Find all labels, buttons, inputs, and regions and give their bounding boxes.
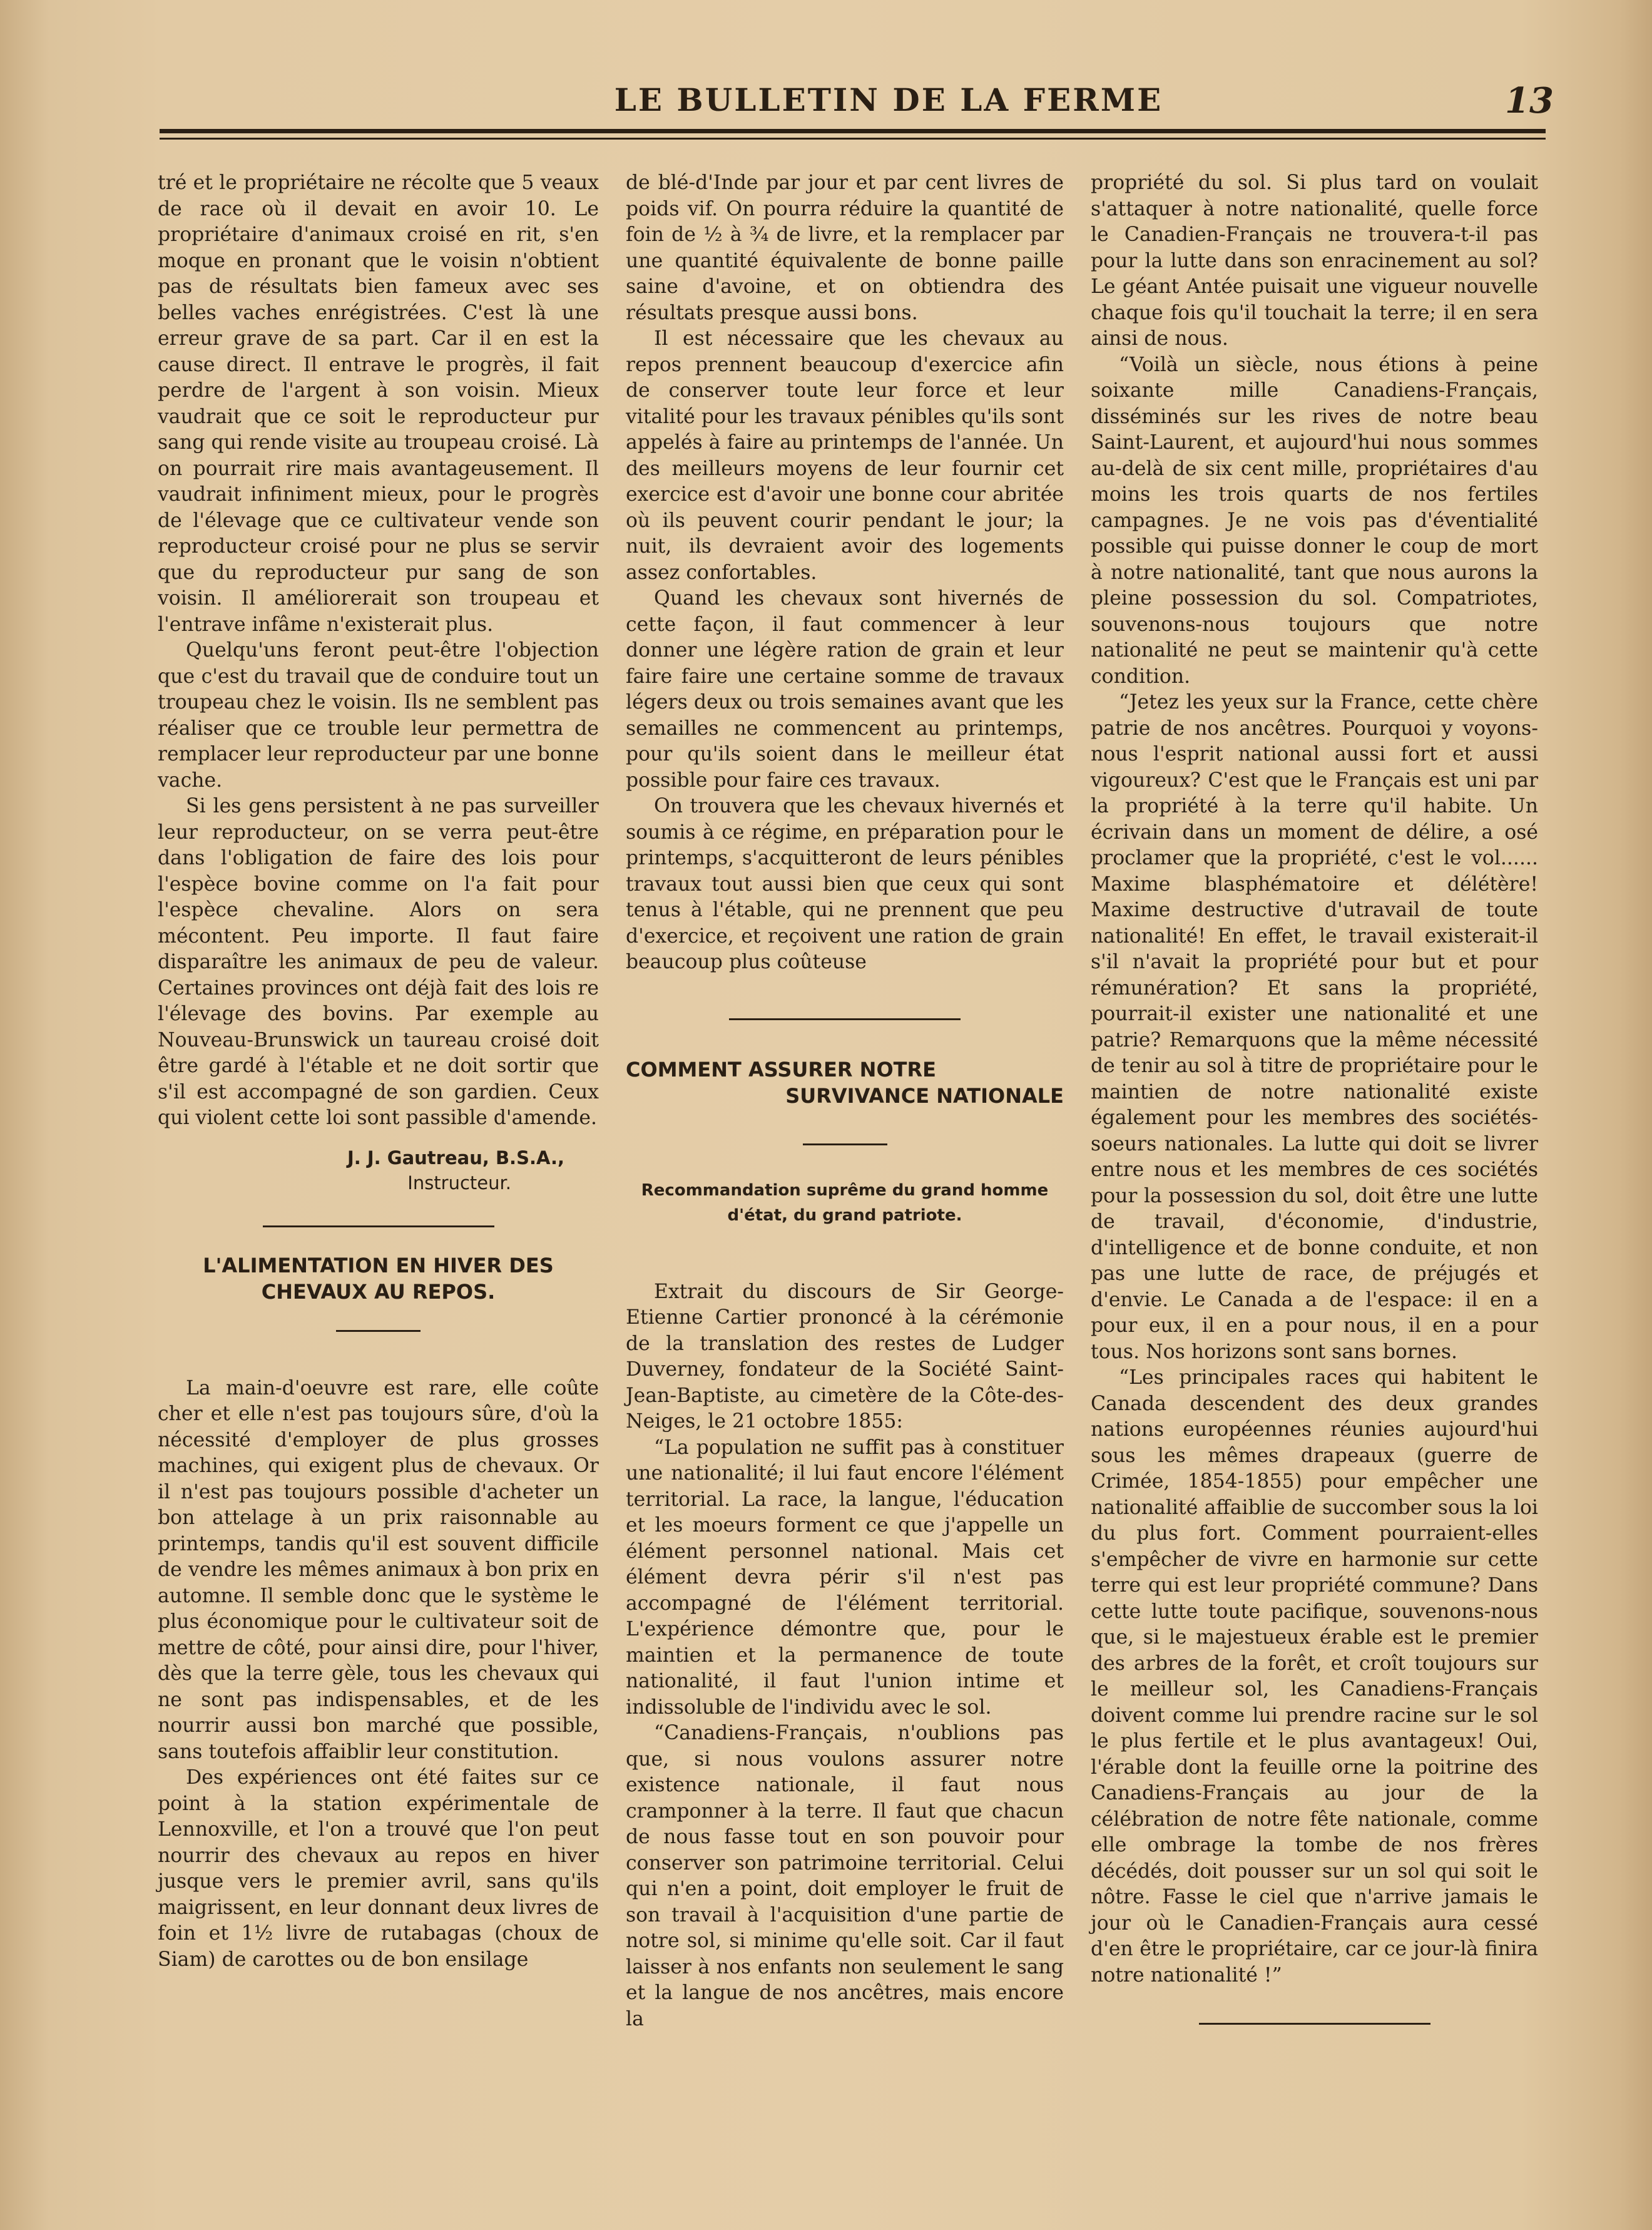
author-title: Instructeur.: [407, 1172, 511, 1194]
paragraph: Quelqu'uns feront peut-être l'objection que c'est du travail que de conduire tout un troupeau chez le voisin. Ils ne semblent pas réaliser que ce trouble leur permettra de remplacer leur reproducteur par une bonne vache.: [158, 639, 599, 792]
masthead-title: LE BULLETIN DE LA FERME: [614, 81, 1163, 118]
header-rule-thin: [160, 138, 1546, 140]
paragraph: “Les principales races qui habitent le Canada descendent des deux grandes nations européennes réunies aujourd'hui sous les mêmes drapeaux (guerre de Crimée, 1854-1855) pour empêcher une nationalité affaiblie de succomber sous la loi du plus fort. Comment pourraient-elles s'empêcher de vivre en harmonie sur cette terre qui est leur propriété commune? Dans cette lutte toute pacifique, souvenons-nous que, si le majestueux érable est le premier des arbres de la forêt, et croît toujours sur le meilleur sol, les Canadiens-Français doivent comme lui prendre racine sur le sol le plus fertile et le plus avantageux! Oui, l'érable dont la feuille orne la poitrine des Canadiens-Français au jour de la célébration de notre fête nationale, comme elle ombrage la tombe de nos frères décédés, doit pousser sur un sol qui soit le nôtre. Fasse le ciel que n'arrive jamais le jour où le Canadien-Français aura cessé d'en être le propriétaire, car ce jour-là finira notre nationalité !”: [1091, 1366, 1538, 1987]
paragraph: propriété du sol. Si plus tard on voulait s'attaquer à notre nationalité, quelle force le Canadien-Français ne trouvera-t-il pas pour la lutte dans son enracinement au sol? Le géant Antée puisait une vigueur nouvelle chaque fois qu'il touchait la terre; il en sera ainsi de nous.: [1091, 171, 1538, 350]
paragraph: tré et le propriétaire ne récolte que 5 veaux de race où il devait en avoir 10. Le propriétaire d'animaux croisé en rit, s'en moque en pronant que le voisin n'obtient pas de résultats bien fameux avec ses belles vaches enrégistrées. C'est là une erreur grave de sa part. Car il en est la cause direct. Il entrave le progrès, il fait perdre de l'argent à son voisin. Mieux vaudrait que ce soit le reproducteur pur sang qui rende visite au troupeau croisé. Là on pourrait rire mais avantageusement. Il vaudrait infiniment mieux, pour le progrès de l'élevage que ce cultivateur vende son reproducteur croisé pour ne plus se servir que du reproducteur pur sang de son voisin. Il améliorerait son troupeau et l'entrave infâme n'existerait plus.: [158, 171, 599, 636]
header-rule-thick: [160, 129, 1546, 133]
article-subtitle: Recommandation suprême du grand homme d'état, du grand patriote.: [641, 1180, 1049, 1225]
paragraph: Extrait du discours de Sir George-Etienne Cartier prononcé à la cérémonie de la translation des restes de Ludger Duverney, fondateur de la Société Saint-Jean-Baptiste, au cimetère de la Côte-des-Neiges, le 21 octobre 1855:: [626, 1280, 1064, 1433]
paragraph: “La population ne suffit pas à constituer une nationalité; il lui faut encore l'élément territorial. La race, la langue, l'éducation et les moeurs forment ce que j'appelle un élément personnel national. Mais cet élément devra périr s'il n'est pas accompagné de l'élément territorial. L'expérience démontre que, pour le maintien et la permanence de toute nationalité, il faut l'union intime et indissoluble de l'individu avec le sol.: [626, 1436, 1064, 1719]
paragraph: “Canadiens-Français, n'oublions pas que, si nous voulons assurer notre existence nationale, il faut nous cramponner à la terre. Il faut que chacun de nous fasse tout en son pouvoir pour conserver son patrimoine territorial. Celui qui n'en a point, doit employer le fruit de son travail à l'acquisition d'une partie de notre sol, si minime qu'elle soit. Car il faut laisser à nos enfants non seulement le sang et la langue de nos ancêtres, mais encore la: [626, 1722, 1064, 2030]
paragraph: On trouvera que les chevaux hivernés et soumis à ce régime, en préparation pour le printemps, s'acquitteront de leurs pénibles travaux tout aussi bien que ceux qui sont tenus à l'étable, qui ne prennent que peu d'exercice, et reçoivent une ration de grain beaucoup plus coûteuse: [626, 795, 1064, 973]
paragraph: Il est nécessaire que les chevaux au repos prennent beaucoup d'exercice afin de conserver toute leur force et leur vitalité pour les travaux pénibles qu'ils sont appelés à faire au printemps de l'année. Un des meilleurs moyens de leur fournir cet exercice est d'avoir une bonne cour abritée où ils peuvent courir pendant le jour; la nuit, ils devraient avoir des logements assez confortables.: [626, 327, 1064, 584]
paragraph: “Voilà un siècle, nous étions à peine soixante mille Canadiens-Français, disséminés sur les rives de notre beau Saint-Laurent, et aujourd'hui nous sommes au-delà de six cent mille, propriétaires d'au moins les trois quarts de nos fertiles campagnes. Je ne vois pas d'éventialité possible qui puisse donner le coup de mort à notre nationalité, tant que nous aurons la pleine possession du sol. Compatriotes, souvenons-nous toujours que notre nationalité ne peut se maintenir qu'à cette condition.: [1091, 353, 1538, 688]
paragraph: de blé-d'Inde par jour et par cent livres de poids vif. On pourra réduire la quantité de foin de ½ à ¾ de livre, et la remplacer par une quantité équivalente de bonne paille saine d'avoine, et on obtiendra des résultats presque aussi bons.: [626, 171, 1064, 324]
end-rule: [1199, 2023, 1430, 2025]
paragraph: “Jetez les yeux sur la France, cette chère patrie de nos ancêtres. Pourquoi y voyons-nous l'esprit national aussi fort et aussi vigoureux? C'est que le Français est uni par la propriété à la terre qu'il habite. Un écrivain dans un moment de délire, a osé proclamer que la propriété, c'est le vol...... Maxime blasphématoire et délétère! Maxime destructive d'utravail de toute nationalité! En effet, le travail existerait-il s'il n'avait la propriété pour but et pour rémunération? Et sans la propriété, pourrait-il exister une nationalité et une patrie? Remarquons que la même nécessité de tenir au sol à titre de propriétaire pour le maintien de notre nationalité existe également pour les membres des sociétés-soeurs nationales. La lutte qui doit se livrer entre nous et les membres de ces sociétés pour la possession du sol, doit être une lutte de travail, d'économie, d'industrie, d'intelligence et de bonne conduite, et non pas une lutte de race, de préjugés et d'envie. Le Canada a de l'espace: il en a pour eux, il en a pour nous, il en a pour tous. Nos horizons sont sans bornes.: [1091, 691, 1538, 1363]
column-3: [1091, 170, 1538, 2025]
column-2: [626, 170, 1064, 2032]
paragraph: Quand les chevaux sont hivernés de cette façon, il faut commencer à leur donner une légère ration de grain et leur faire faire une certaine somme de travaux légers deux ou trois semaines avant que les semailles ne commencent au printemps, pour qu'ils soient dans le meilleur état possible pour faire ces travaux.: [626, 587, 1064, 792]
paragraph: La main-d'oeuvre est rare, elle coûte cher et elle n'est pas toujours sûre, d'où la nécessité d'employer de plus grosses machines, qui exigent plus de chevaux. Or il n'est pas toujours possible d'acheter un bon attelage à un prix raisonnable au printemps, tandis qu'il est souvent difficile de vendre les mêmes animaux à bon prix en automne. Il semble donc que le système le plus économique pour le cultivateur soit de mettre de côté, pour ainsi dire, pour l'hiver, dès que la terre gèle, tous les chevaux qui ne sont pas indispensables, et de les nourrir aussi bon marché que possible, sans toutefois affaiblir leur constitution.: [158, 1376, 599, 1763]
paragraph: Si les gens persistent à ne pas surveiller leur reproducteur, on se verra peut-être dans l'obligation de faire des lois pour l'espèce bovine comme on l'a fait pour l'espèce chevaline. Alors on sera mécontent. Peu importe. Il faut faire disparaître les animaux de peu de valeur. Certaines provinces ont déjà fait des lois re l'élevage des bovins. Par exemple au Nouveau-Brunswick un taureau croisé doit être gardé à l'étable et ne doit sortir que s'il est accompagné de son gardien. Ceux qui violent cette loi sont passible d'amende.: [158, 795, 599, 1129]
paragraph: Des expériences ont été faites sur ce point à la station expérimentale de Lennoxville, et l'on a trouvé que l'on peut nourrir des chevaux au repos en hiver jusque vers le premier avril, sans qu'ils maigrissent, en leur donnant deux livres de foin et 1½ livre de rutabagas (choux de Siam) de carottes ou de bon ensilage: [158, 1766, 599, 1971]
page-number: 13: [1505, 80, 1554, 121]
column-1: [158, 170, 599, 1973]
article-title: L'ALIMENTATION EN HIVER DES CHEVAUX AU REPOS.: [203, 1253, 554, 1304]
author-signature: J. J. Gautreau, B.S.A.,: [347, 1147, 564, 1169]
article-title-line-1: COMMENT ASSURER NOTRE: [626, 1057, 936, 1082]
article-title-line-2: SURVIVANCE NATIONALE: [785, 1083, 1064, 1108]
